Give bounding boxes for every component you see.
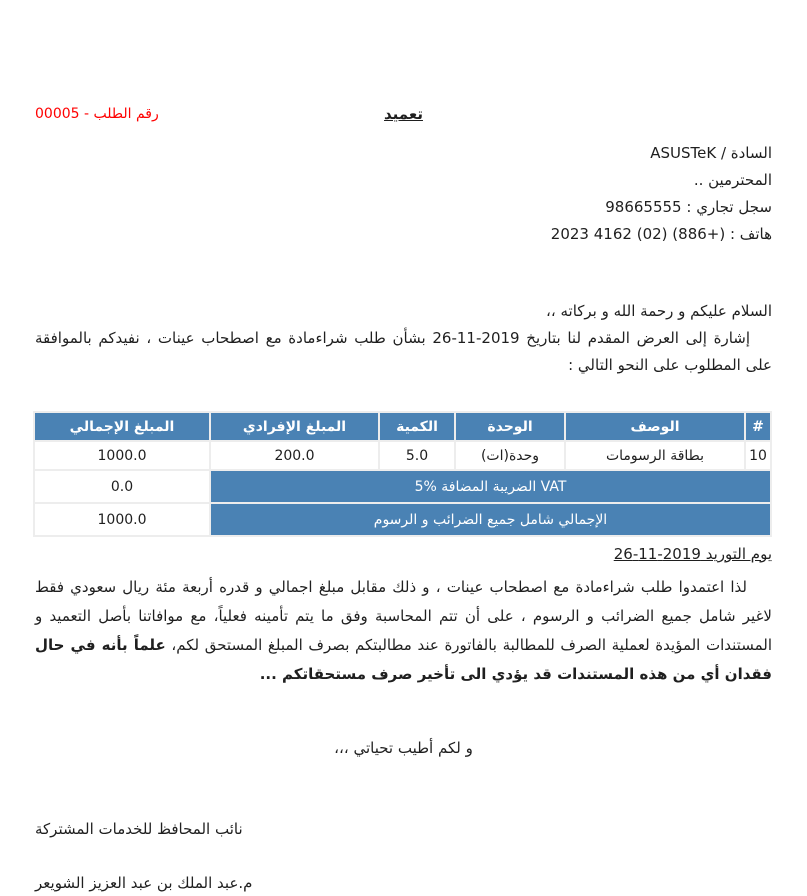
intro-paragraph: إشارة إلى العرض المقدم لنا بتاريخ 2019-11-26 بشأن طلب شراءمادة مع اصطحاب عينات ، نفيدكم بالموافقة على المطلوب على النحو التالي : (35, 329, 772, 374)
table-header-row (34, 412, 771, 441)
item-unit-price: 200.0 (210, 441, 379, 470)
col-header-total: المبلغ الإجمالي (34, 412, 210, 441)
col-header-unit-price: المبلغ الإفرادي (210, 412, 379, 441)
item-total: 1000.0 (34, 441, 210, 470)
recipient-respect: المحترمين .. (693, 171, 772, 189)
item-index: 10 (745, 441, 771, 470)
phone-line: هاتف : (+886) (02) 4162 2023 (550, 225, 772, 243)
commercial-register: سجل تجاري : 98665555 (605, 198, 772, 216)
recipient-addressee: السادة / ASUSTeK (650, 144, 772, 162)
body-text-normal: لذا اعتمدوا طلب شراءمادة مع اصطحاب عينات ، و ذلك مقابل مبلغ اجمالي و قدره أربعة مئة ريال سعودي فقط لاغير شامل جميع الضرائب و الرسوم ، على أن تتم المحاسبة وفق ما يتم تأمينه فعلياً، مع موافاتنا بأصل التعميد و المستندات المؤيدة لعملية الصرف للمطالبة بالفاتورة عند مطالبتكم بصرف المبلغ المستحق لكم، (35, 578, 772, 654)
signature-name: م.عبد الملك بن عبد العزيز الشويعر (35, 874, 253, 892)
items-table (33, 411, 772, 537)
body-text-bold: علماً بأنه في حال فقدان أي من هذه المستندات قد يؤدي الى تأخير صرف مستحقاتكم ... (35, 636, 772, 683)
col-header-quantity: الكمية (379, 412, 455, 441)
document-title: تعميد (384, 105, 423, 123)
col-header-description: الوصف (565, 412, 745, 441)
closing-line: و لكم أطيب تحياتي ،،، (334, 739, 473, 757)
greeting-block (35, 298, 772, 379)
body-paragraph (35, 573, 772, 689)
col-header-index: # (745, 412, 771, 441)
grand-total-row (34, 503, 771, 536)
col-header-unit: الوحدة (455, 412, 565, 441)
grand-total-label: الإجمالي شامل جميع الضرائب و الرسوم (210, 503, 771, 536)
recipient-block (35, 140, 772, 248)
document-header (35, 105, 772, 131)
item-quantity: 5.0 (379, 441, 455, 470)
greeting-line: السلام عليكم و رحمة الله و بركاته ،، (546, 302, 772, 320)
vat-row (34, 470, 771, 503)
item-description: بطاقة الرسومات (565, 441, 745, 470)
supply-date: يوم التوريد 2019-11-26 (613, 545, 772, 563)
item-unit: وحدة(ات) (455, 441, 565, 470)
signature-title: نائب المحافظ للخدمات المشتركة (35, 820, 243, 838)
item-row (34, 441, 771, 470)
order-number: رقم الطلب - 00005 (35, 106, 159, 122)
vat-label: VAT الضريبة المضافة %5 (210, 470, 771, 503)
vat-value: 0.0 (34, 470, 210, 503)
grand-total-value: 1000.0 (34, 503, 210, 536)
